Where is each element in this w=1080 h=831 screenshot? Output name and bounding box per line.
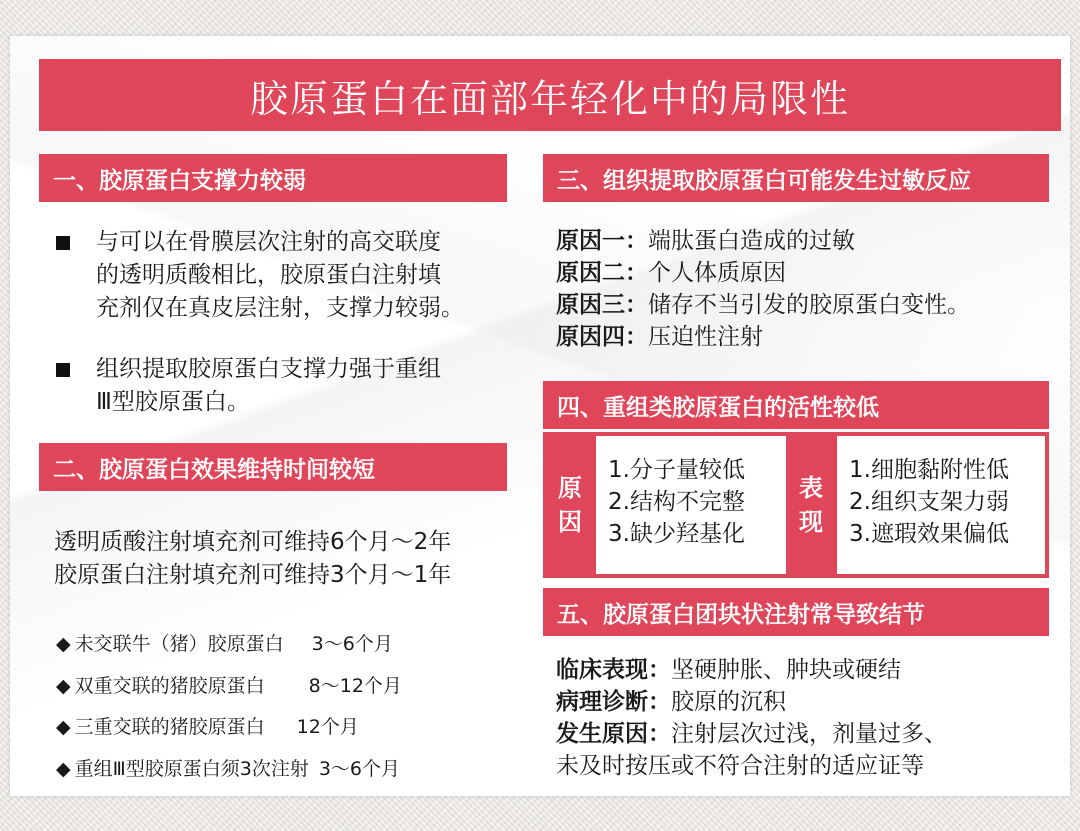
text-line: 胶原蛋白注射填充剂可维持3个月～1年	[54, 562, 452, 588]
nodule-row: 发生原因：注射层次过浅，剂量过多、	[556, 721, 947, 747]
page-title: 胶原蛋白在面部年轻化中的局限性	[39, 59, 1061, 131]
list-item: 3.缺少羟基化	[608, 521, 745, 547]
text-line: 的透明质酸相比，胶原蛋白注射填	[96, 262, 441, 288]
cause-list	[596, 436, 786, 574]
duration-item: ◆ 未交联牛（猪）胶原蛋白 3～6个月	[56, 633, 393, 655]
effect-label: 表 现	[788, 434, 834, 576]
section-3-heading: 三、组织提取胶原蛋白可能发生过敏反应	[543, 154, 1049, 202]
text-line: Ⅲ型胶原蛋白。	[96, 389, 250, 415]
reason-row: 原因四：压迫性注射	[556, 324, 763, 350]
effect-list	[837, 436, 1045, 574]
duration-item: ◆ 三重交联的猪胶原蛋白 12个月	[56, 716, 359, 738]
text-line: 充剂仅在真皮层注射，支撑力较弱。	[96, 295, 464, 321]
square-bullet-icon	[56, 236, 70, 250]
duration-item: ◆ 双重交联的猪胶原蛋白 8～12个月	[56, 675, 402, 697]
nodule-row: 临床表现：坚硬肿胀、肿块或硬结	[556, 657, 901, 683]
section-1-bullet-2	[96, 353, 516, 419]
section-1-bullet-1	[96, 226, 516, 325]
diamond-bullet-icon: ◆	[56, 716, 71, 738]
list-item: 1.分子量较低	[608, 457, 745, 483]
duration-item: ◆ 重组Ⅲ型胶原蛋白须3次注射 3～6个月	[56, 758, 401, 780]
text-line: 与可以在骨膜层次注射的高交联度	[96, 229, 441, 255]
section-4-heading: 四、重组类胶原蛋白的活性较低	[543, 381, 1049, 429]
section-1-heading: 一、胶原蛋白支撑力较弱	[39, 154, 507, 202]
diamond-bullet-icon: ◆	[56, 633, 71, 655]
text-line: 透明质酸注射填充剂可维持6个月～2年	[54, 529, 452, 555]
reason-row: 原因二：个人体质原因	[556, 260, 786, 286]
nodule-row-tail: 未及时按压或不符合注射的适应证等	[556, 753, 924, 779]
diamond-bullet-icon: ◆	[56, 758, 71, 780]
section-2-lines	[54, 526, 524, 592]
reason-row: 原因一：端肽蛋白造成的过敏	[556, 228, 855, 254]
reason-row: 原因三：储存不当引发的胶原蛋白变性。	[556, 292, 970, 318]
square-bullet-icon	[56, 363, 70, 377]
nodule-row: 病理诊断：胶原的沉积	[556, 689, 786, 715]
list-item: 3.遮瑕效果偏低	[849, 521, 1009, 547]
cause-label: 原 因	[547, 434, 593, 576]
list-item: 2.结构不完整	[608, 489, 745, 515]
list-item: 1.细胞黏附性低	[849, 457, 1009, 483]
section-2-heading: 二、胶原蛋白效果维持时间较短	[39, 443, 507, 491]
section-5-heading: 五、胶原蛋白团块状注射常导致结节	[543, 588, 1049, 636]
diamond-bullet-icon: ◆	[56, 675, 71, 697]
text-line: 组织提取胶原蛋白支撑力强于重组	[96, 356, 441, 382]
list-item: 2.组织支架力弱	[849, 489, 1009, 515]
